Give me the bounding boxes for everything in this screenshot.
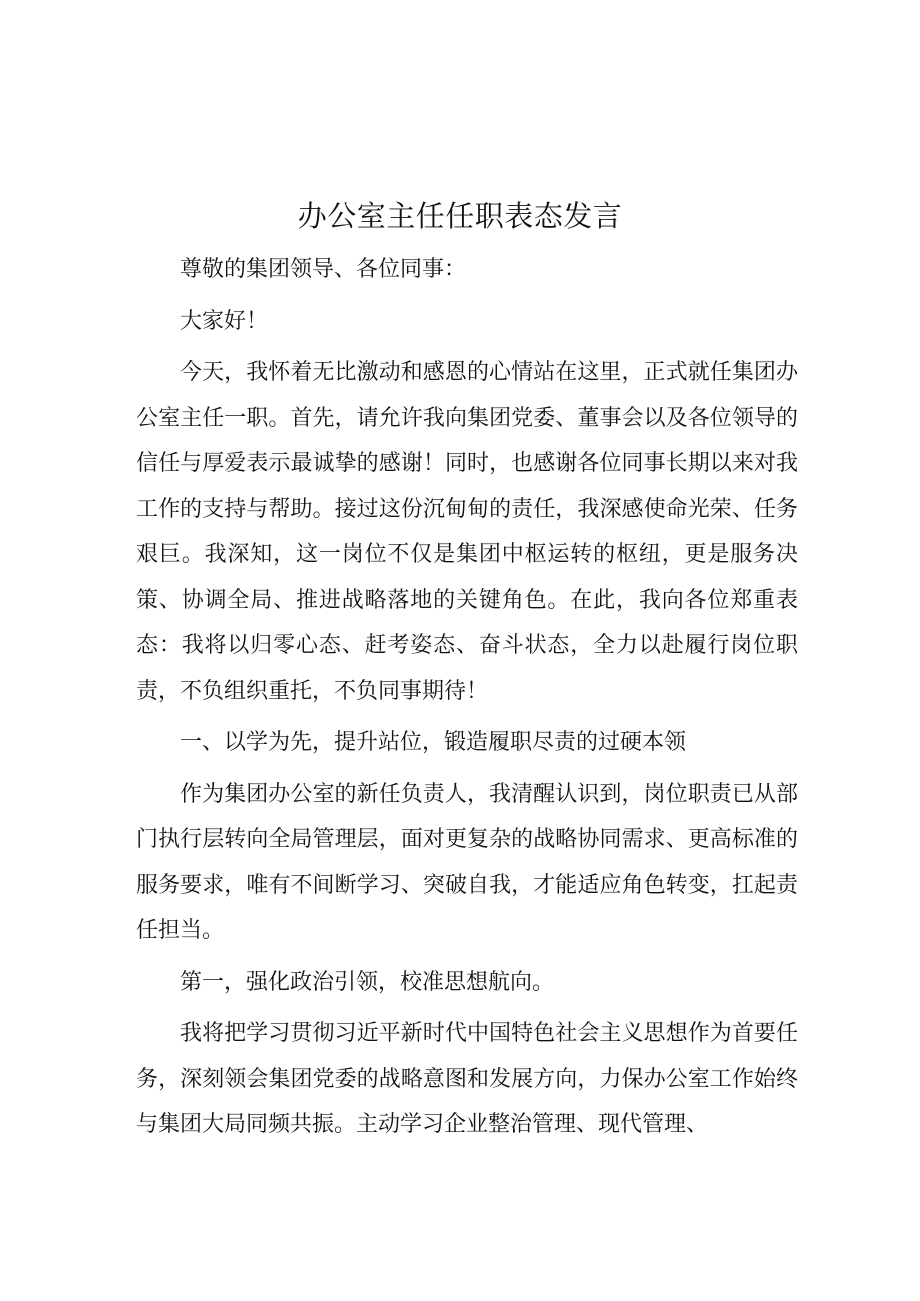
subsection-heading: 第一，强化政治引领，校准思想航向。 <box>180 969 555 995</box>
subsection-paragraph: 我将把学习贯彻习近平新时代中国特色社会主义思想作为首要任务，深刻领会集团党委的战略意图和发展方向，力保办公室工作始终与集团大局同频共振。主动学习企业整治管理、现代管理、 <box>136 1021 798 1137</box>
section-heading: 一、以学为先，提升站位，锻造履职尽责的过硬本领 <box>180 730 687 755</box>
document-body <box>136 247 798 1154</box>
intro-paragraph: 今天，我怀着无比激动和感恩的心情站在这里，正式就任集团办公室主任一职。首先，请允许我向集团党委、董事会以及各位领导的信任与厚爱表示最诚挚的感谢！同时，也感谢各位同事长期以来对我工作的支持与帮助。接过这份沉甸甸的责任，我深感使命光荣、任务艰巨。我深知，这一岗位不仅是集团中枢运转的枢纽，更是服务决策、协调全局、推进战略落地的关键角色。在此，我向各位郑重表态：我将以归零心态、赶考姿态、奋斗状态，全力以赴履行岗位职责，不负组织重托，不负同事期待！ <box>136 360 798 704</box>
document-title: 办公室主任任职表态发言 <box>297 199 623 233</box>
section-paragraph: 作为集团办公室的新任负责人，我清醒认识到，岗位职责已从部门执行层转向全局管理层，面对更复杂的战略协同需求、更高标准的服务要求，唯有不间断学习、突破自我，才能适应角色转变，扛起责任担当。 <box>136 781 798 943</box>
greeting: 大家好！ <box>180 308 269 334</box>
salutation: 尊敬的集团领导、各位同事： <box>180 257 467 282</box>
